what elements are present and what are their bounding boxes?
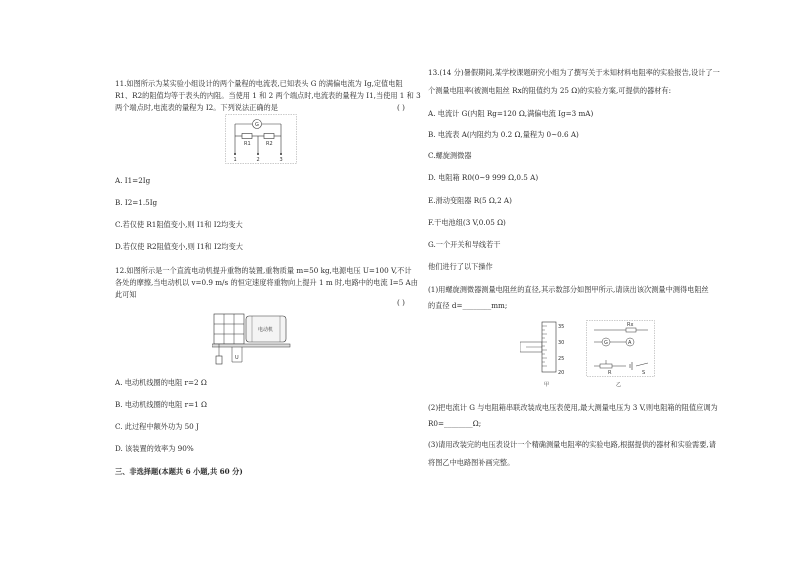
q13-part1-line2: 的直径 d=________mm; [428, 301, 508, 310]
label-r2: R2 [266, 141, 273, 147]
q13-item-e: E.滑动变阻器 R(5 Ω,2 A) [428, 196, 512, 205]
q12-answer-paren: ( ) [397, 298, 405, 307]
q11-line3: 两个端点时,电流表的量程为 I2。下列说法正确的是 [115, 103, 278, 112]
motor-label: 电动机 [258, 327, 274, 333]
resistor-r2 [264, 134, 274, 139]
q11-option-a: A. I1=2Ig [115, 176, 151, 185]
thimble [542, 322, 556, 372]
label-rx: Rx [627, 322, 634, 328]
q12-line3: 此可知 [115, 290, 137, 299]
q13-part3-line2: 将图乙中电路图补画完整。 [428, 458, 515, 467]
q11-line2: R1、R2的阻值均等于表头的内阻。当使用 1 和 2 两个端点时,电流表的量程为 I1,当使用 1 和 3 [115, 91, 421, 100]
q12-line1: 12.如图所示是一个直流电动机提升重物的装置,重物质量 m=50 kg,电源电压 U=100 V,不计 [115, 266, 412, 275]
label-s: S [642, 370, 646, 376]
q13-part1-line1: (1)用螺旋测微器测量电阻丝的直径,其示数部分如图甲所示,请读出该次测量中测得电阻丝 [428, 285, 709, 294]
q11-circuit-figure [225, 114, 297, 164]
q13-item-b: B. 电流表 A(内阻约为 0.2 Ω,量程为 0~0.6 A) [428, 130, 579, 139]
q11-option-d: D.若仅使 R2阻值变小,则 I1和 I2均变大 [115, 242, 243, 251]
section-3-heading: 三、非选择题(本题共 6 小题,共 60 分) [115, 467, 243, 476]
q13-item-g: G.一个开关和导线若干 [428, 240, 501, 249]
q13-lead: 他们进行了以下操作 [428, 262, 493, 271]
q12-motor-figure [212, 312, 292, 368]
voltage-label: U [235, 355, 239, 361]
q11-option-b: B. I2=1.5Ig [115, 198, 158, 207]
label-g: G [255, 122, 259, 128]
q13-item-f: F.干电池组(3 V,0.05 Ω) [428, 218, 506, 227]
resistor-rx [626, 328, 636, 332]
q12-option-c: C. 此过程中额外功为 50 J [115, 422, 199, 431]
q13-item-c: C.螺旋测微器 [428, 151, 472, 160]
switch-s [636, 363, 648, 366]
q12-option-b: B. 电动机线圈的电阻 r=1 Ω [115, 400, 207, 409]
q12-option-d: D. 该装置的效率为 90% [115, 444, 194, 453]
tick-20: 20 [558, 370, 565, 376]
resistor-r1 [242, 134, 252, 139]
tick-35: 35 [558, 324, 565, 330]
micrometer-figure-jia [520, 318, 574, 388]
tick-25: 25 [558, 356, 565, 362]
figure-label-yi: 乙 [616, 382, 622, 388]
weight-block [216, 356, 222, 364]
q11-option-c: C.若仅使 R1阻值变小,则 I1和 I2均变大 [115, 220, 243, 229]
terminal-1-label: 1 [233, 157, 237, 163]
q12-option-a: A. 电动机线圈的电阻 r=2 Ω [115, 378, 207, 387]
terminal-3-label: 3 [279, 157, 283, 163]
label-r1: R1 [244, 141, 251, 147]
q13-line1: 13.(14 分)暑假期间,某学校课题研究小组为了撰写关于未知材料电阻率的实验报告,设计了一 [428, 68, 720, 77]
label-r: R [608, 370, 612, 376]
figure-label-jia: 甲 [544, 382, 550, 388]
q13-part2-line2: R0=________Ω; [428, 419, 482, 428]
circuit-figure-yi [586, 320, 658, 388]
q11-line1: 11.如图所示为某实验小组设计的两个量程的电流表,已知表头 G 的满偏电流为 Ig,定值电阻 [115, 79, 403, 88]
q12-line2: 各处的摩擦,当电动机以 v=0.9 m/s 的恒定速度将重物向上提升 1 m 时,电路中的电流 I=5 A由 [115, 278, 418, 287]
q13-line2: 个测量电阻率(被测电阻丝 Rx的阻值约为 25 Ω)的实验方案,可提供的器材有: [428, 86, 671, 95]
q13-part3-line1: (3)请用改装完的电压表设计一个精确测量电阻率的实验电路,根据提供的器材和实验需要,请 [428, 440, 716, 449]
label-a: A [628, 340, 632, 346]
label-g2: G [604, 340, 608, 346]
q13-item-d: D. 电阻箱 R0(0~9 999 Ω,0.5 A) [428, 173, 539, 182]
tick-30: 30 [558, 340, 565, 346]
q13-item-a: A. 电流计 G(内阻 Rg=120 Ω,满偏电流 Ig=3 mA) [428, 109, 594, 118]
q13-part2-line1: (2)把电流计 G 与电阻箱串联改装成电压表使用,最大测量电压为 3 V,则电阻箱的阻值应调为 [428, 403, 718, 412]
rheostat-r [600, 364, 612, 368]
terminal-2-label: 2 [256, 157, 260, 163]
q11-answer-paren: ( ) [397, 103, 405, 112]
